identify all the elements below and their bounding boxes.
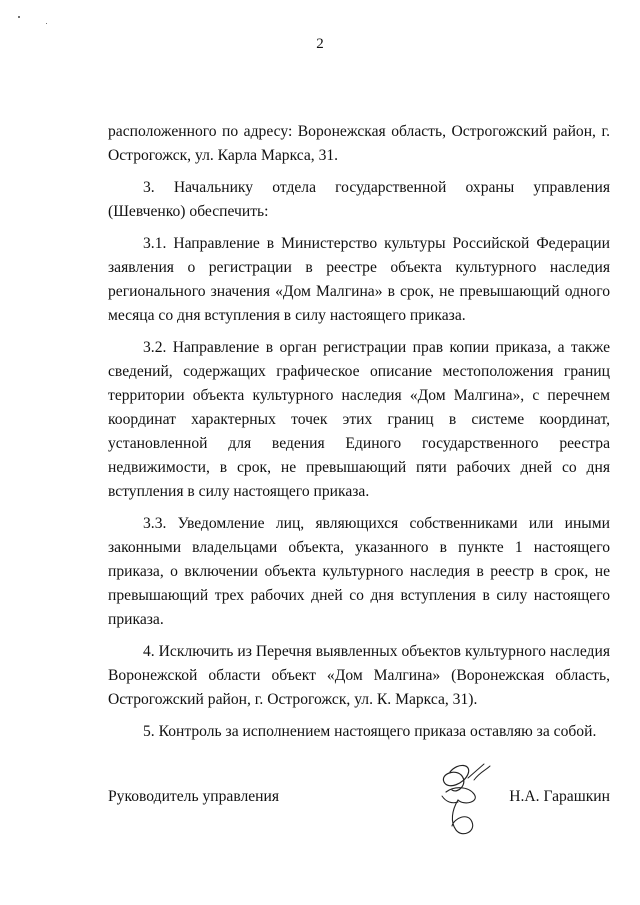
paragraph-item-3-3: 3.3. Уведомление лиц, являющихся собственниками или иными законными владельцами объекта, указанного в пункте 1 настоящего приказа, о включении объекта культурного наследия в реестр в срок, не превышающий трех рабочих дней со дня вступления в силу настоящего приказа. xyxy=(108,515,610,628)
paragraph-item-4: 4. Исключить из Перечня выявленных объектов культурного наследия Воронежской области объект «Дом Малгина» (Воронежская область, Острогожский район, г. Острогожск, ул. К. Маркса, 31). xyxy=(108,643,610,708)
signature-block xyxy=(108,788,610,848)
page-number: 2 xyxy=(316,36,324,52)
paragraph-item-3: 3. Начальнику отдела государственной охраны управления (Шевченко) обеспечить: xyxy=(108,179,610,220)
paragraph-item-3-1: 3.1. Направление в Министерство культуры Российской Федерации заявления о регистрации в реестре объекта культурного наследия регионального значения «Дом Малгина» в срок, не превышающий одного месяца со дня вступления в силу настоящего приказа. xyxy=(108,235,610,324)
paragraph-item-3-2: 3.2. Направление в орган регистрации прав копии приказа, а также сведений, содержащих графическое описание местоположения границ территории объекта культурного наследия «Дом Малгина», с перечнем координат характерных точек этих границ в системе координат, установленной для ведения Единого государственного реестра недвижимости, в срок, не превышающий пяти рабочих дней со дня вступления в силу настоящего приказа. xyxy=(108,339,610,500)
signer-name: Н.А. Гарашкин xyxy=(509,788,610,805)
scan-speck xyxy=(18,16,20,18)
paragraph-continuation: расположенного по адресу: Воронежская область, Острогожский район, г. Острогожск, ул. Карла Маркса, 31. xyxy=(108,123,610,164)
handwritten-signature xyxy=(428,760,500,844)
paragraph-item-5: 5. Контроль за исполнением настоящего приказа оставляю за собой. xyxy=(143,723,597,740)
scan-speck xyxy=(46,23,47,24)
signer-title: Руководитель управления xyxy=(108,788,280,805)
document-body xyxy=(108,120,610,752)
